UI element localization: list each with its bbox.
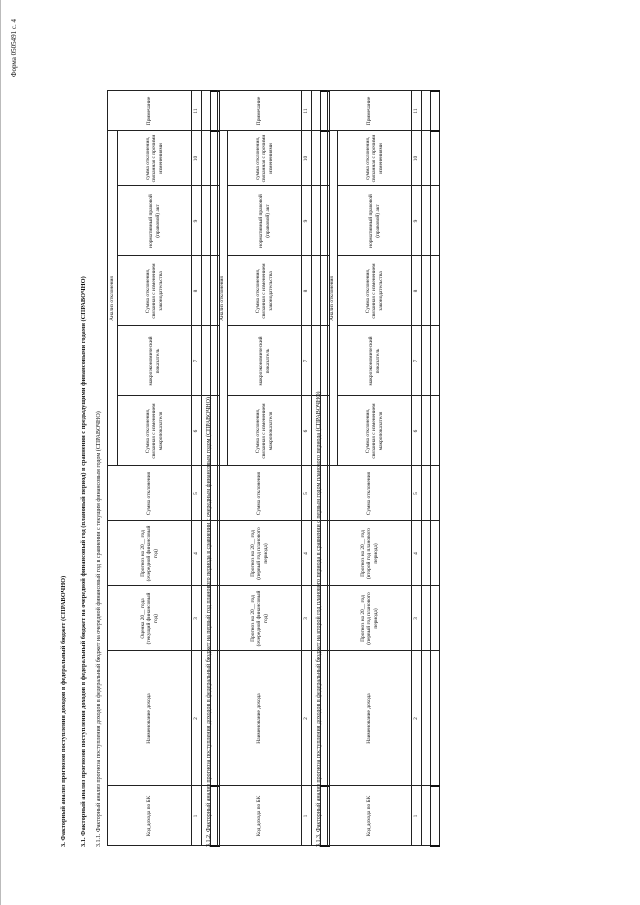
header-note: Примечание: [108, 91, 192, 131]
header-col9: нормативный правовой (правовой) акт: [338, 186, 412, 256]
header-code: Код дохода по БК: [218, 786, 302, 846]
header-analysis: Анализ отклонения: [108, 131, 118, 466]
total-row: [431, 91, 440, 846]
col-number: 3: [412, 586, 422, 651]
header-col10: сумма отклонения, связанная с прочими изменениями: [118, 131, 192, 186]
col-number: 10: [302, 131, 312, 186]
section-title: 3.1.1. Факторный анализ прогноза поступления доходов в федеральный бюджет на очередной финансовый год в сравнении с текущим финансовым годом (СПРАВОЧНО): [96, 411, 102, 847]
col-number: 3: [302, 586, 312, 651]
header-deviation: Сумма отклонения: [108, 466, 192, 521]
header-note: Примечание: [328, 91, 412, 131]
factor-table: [217, 90, 330, 847]
col-number: 3: [192, 586, 202, 651]
col-number: 1: [192, 786, 202, 846]
header-name: Наименование дохода: [218, 651, 302, 786]
header-code: Код дохода по БК: [328, 786, 412, 846]
col-number: 8: [192, 256, 202, 326]
header-col3: Оценка 20__ года (текущий финансовый год): [108, 586, 192, 651]
col-number: 7: [192, 326, 202, 396]
header-col10: сумма отклонения, связанная с прочими изменениями: [228, 131, 302, 186]
header-col6: Сумма отклонения, связанная с изменением макропоказателя: [338, 396, 412, 466]
col-number: 9: [412, 186, 422, 256]
col-number: 4: [412, 521, 422, 586]
section-title: 3.1.2. Факторный анализ прогноза поступления доходов в федеральный бюджет на первый год планового периода в сравнении с очередным финансовым годом (СПРАВОЧНО): [206, 397, 212, 847]
header-col8: Сумма отклонения, связанная с изменением законодательства: [118, 256, 192, 326]
col-number: 8: [412, 256, 422, 326]
form-code: Форма 0505491 с. 4: [10, 18, 18, 77]
col-number: 9: [192, 186, 202, 256]
header-col7: макроэкономический показатель: [228, 326, 302, 396]
header-deviation: Сумма отклонения: [218, 466, 302, 521]
col-number: 4: [192, 521, 202, 586]
col-number: 4: [302, 521, 312, 586]
header-deviation: Сумма отклонения: [328, 466, 412, 521]
col-number: 11: [302, 91, 312, 131]
col-number: 7: [412, 326, 422, 396]
col-number: 2: [412, 651, 422, 786]
header-code: Код дохода по БК: [108, 786, 192, 846]
col-number: 1: [412, 786, 422, 846]
header-col9: нормативный правовой (правовой) акт: [118, 186, 192, 256]
header-col6: Сумма отклонения, связанная с изменением макропоказателя: [118, 396, 192, 466]
header-note: Примечание: [218, 91, 302, 131]
header-name: Наименование дохода: [108, 651, 192, 786]
header-name: Наименование дохода: [328, 651, 412, 786]
col-number: 8: [302, 256, 312, 326]
header-analysis: Анализ отклонения: [218, 131, 228, 466]
header-col8: Сумма отклонения, связанная с изменением законодательства: [338, 256, 412, 326]
heading-3-1: 3.1. Факторный анализ прогнозов поступления доходов в федеральный бюджет на очередной финансовый год (плановый период) в сравнении с предыдущими финансовыми годами (СПРАВОЧНО): [80, 276, 87, 847]
col-number: 6: [302, 396, 312, 466]
col-number: 5: [412, 466, 422, 521]
header-col10: сумма отклонения, связанная с прочими изменениями: [338, 131, 412, 186]
col-number: 5: [192, 466, 202, 521]
col-number: 6: [192, 396, 202, 466]
section-3-1-3: [316, 92, 456, 847]
col-number: 10: [192, 131, 202, 186]
header-col4: Прогноз на 20__ год (первый год планового периода): [218, 521, 302, 586]
header-analysis: Анализ отклонения: [328, 131, 338, 466]
col-number: 9: [302, 186, 312, 256]
header-col4: Прогноз на 20__ год (очередной финансовый год): [108, 521, 192, 586]
col-number: 1: [302, 786, 312, 846]
table-row: [422, 91, 431, 846]
col-number: 7: [302, 326, 312, 396]
header-col8: Сумма отклонения, связанная с изменением законодательства: [228, 256, 302, 326]
col-number: 5: [302, 466, 312, 521]
header-col9: нормативный правовой (правовой) акт: [228, 186, 302, 256]
col-number: 10: [412, 131, 422, 186]
header-col3: Прогноз на 20__ год (первый год планового периода): [328, 586, 412, 651]
header-col7: макроэкономический показатель: [338, 326, 412, 396]
col-number: 11: [192, 91, 202, 131]
header-col6: Сумма отклонения, связанная с изменением макропоказателя: [228, 396, 302, 466]
factor-table: [107, 90, 220, 847]
header-col3: Прогноз на 20__ год (очередной финансовый год): [218, 586, 302, 651]
section-title: 3.1.3. Факторный анализ прогноза поступления доходов в федеральный бюджет на второй год планового периода в сравнении с первым годом планового периода (СПРАВОЧНО): [316, 391, 322, 847]
heading-main: 3. Факторный анализ прогнозов поступления доходов в федеральный бюджет (СПРАВОЧНО): [60, 575, 67, 847]
col-number: 2: [192, 651, 202, 786]
header-col7: макроэкономический показатель: [118, 326, 192, 396]
header-col4: Прогноз на 20__ год (второй год планового периода): [328, 521, 412, 586]
col-number: 11: [412, 91, 422, 131]
factor-table: [327, 90, 440, 847]
col-number: 2: [302, 651, 312, 786]
col-number: 6: [412, 396, 422, 466]
